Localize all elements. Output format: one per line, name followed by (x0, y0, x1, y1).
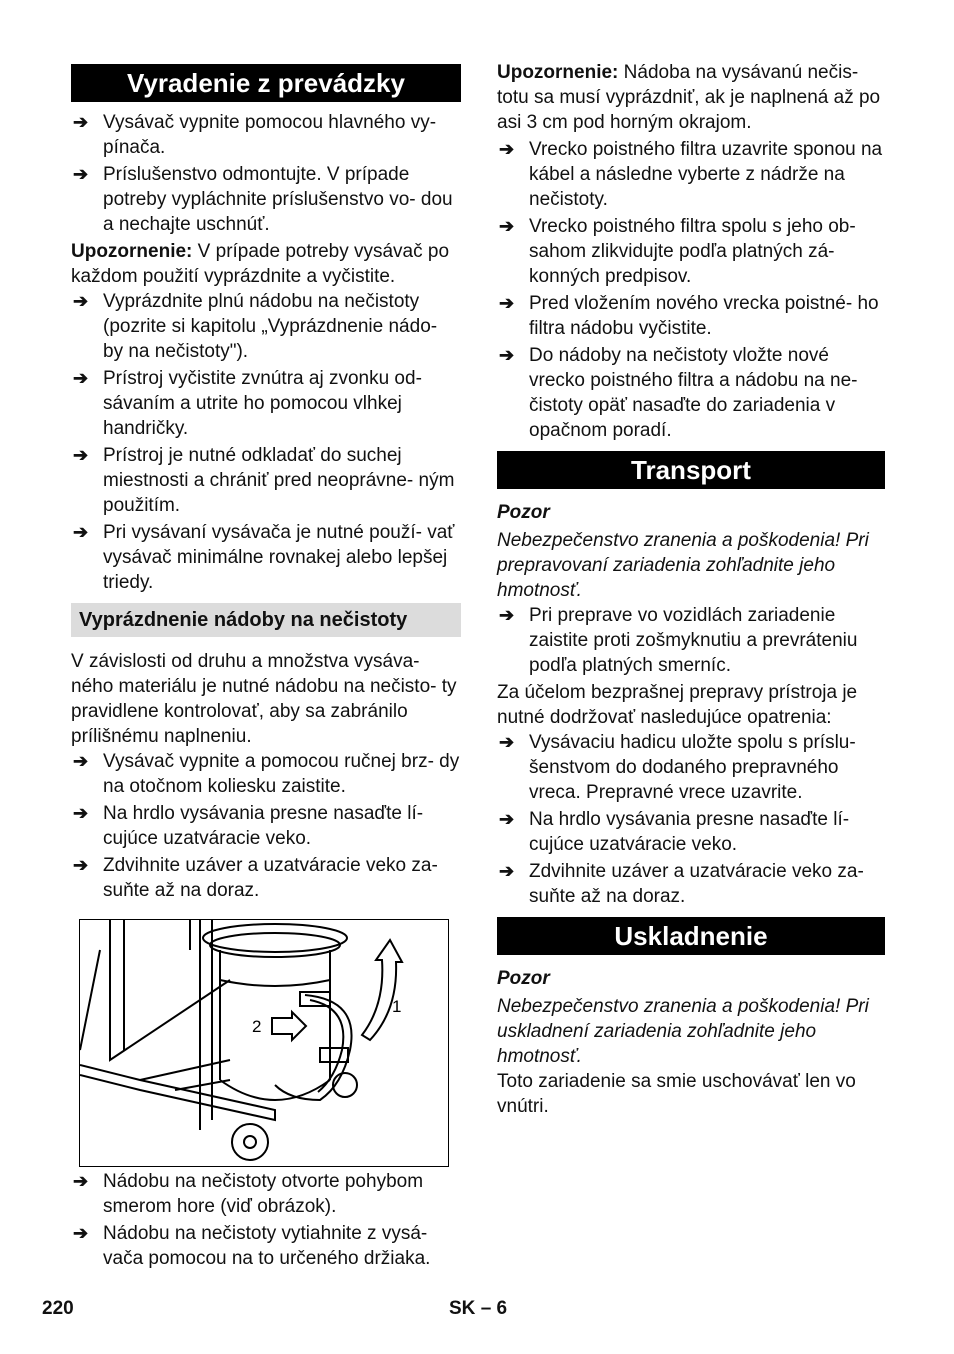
note-paragraph-right (497, 60, 885, 135)
note-label: Upozornenie: (497, 62, 619, 83)
list-item: ➔ Na hrdlo vysávania presne nasaďte lí- cujúce uzatváracie veko. (71, 801, 461, 851)
list-item: ➔ Prístroj je nutné odkladať do suchej miestnosti a chrániť pred neoprávne- ným použitím. (71, 443, 461, 518)
emptying-list-2 (71, 1169, 461, 1271)
note-paragraph (71, 239, 461, 289)
emptying-paragraph: V závislosti od druhu a množstva vysáva- ného materiálu je nutné nádobu na nečisto- ty pravidlene kontrolovať, aby sa zabránilo prílišnému naplneniu. (71, 651, 457, 747)
list-item: ➔ Zdvihnite uzáver a uzatváracie veko za- suňte až na doraz. (71, 853, 461, 903)
section-title-decommission: Vyradenie z prevádzky (71, 64, 461, 102)
list-item: ➔ Prístroj vyčistite zvnútra aj zvonku od- sávaním a utrite ho pomocou vlhkej handričky. (71, 366, 461, 441)
decommission-list-2 (71, 289, 461, 595)
list-item: ➔ Vrecko poistného filtra spolu s jeho ob- sahom zlikvidujte podľa platných zá- konných predpisov. (497, 214, 885, 289)
emptying-list (71, 749, 461, 903)
transport-list (497, 603, 885, 678)
caution-label: Pozor (497, 502, 550, 523)
list-item: ➔ Na hrdlo vysávania presne nasaďte lí- cujúce uzatváracie veko. (497, 807, 885, 857)
caution-text: Nebezpečenstvo zranenia a poškodenia! Pri uskladnení zariadenia zohľadnite jeho hmotnosť. (497, 996, 869, 1067)
transport-list-2 (497, 730, 885, 909)
list-item: ➔ Nádobu na nečistoty vytiahnite z vysá- vača pomocou na to určeného držiaka. (71, 1221, 461, 1271)
list-item: ➔ Pri preprave vo vozidlách zariadenie zaistite proti zošmyknutiu a prevráteniu podľa platných smerníc. (497, 603, 885, 678)
list-item: ➔ Pred vložením nového vrecka poistné- ho filtra nádobu vyčistite. (497, 291, 885, 341)
list-item: ➔ Vysávač vypnite a pomocou ručnej brz- dy na otočnom koliesku zaistite. (71, 749, 461, 799)
list-item: ➔ Nádobu na nečistoty otvorte pohybom smerom hore (viď obrázok). (71, 1169, 461, 1219)
note-text: Nádoba na vysávanú nečis- totu sa musí vyprázdniť, ak je naplnená až po asi 3 cm pod horným okrajom. (497, 62, 881, 133)
note-label: Upozornenie: (71, 241, 193, 262)
figure-label-two: 2 (252, 1017, 262, 1036)
vacuum-drawing (80, 920, 448, 1166)
filter-bag-list (497, 137, 885, 443)
section-number: – 6 (480, 1298, 508, 1319)
left-column (71, 60, 461, 1273)
caution-label: Pozor (497, 968, 550, 989)
figure-label-one: 1 (392, 997, 402, 1016)
list-item: ➔ Do nádoby na nečistoty vložte nové vrecko poistného filtra a nádobu na ne- čistoty opäť nasaďte do zariadenia v opačnom poradí. (497, 343, 885, 443)
note-text: V prípade potreby vysávač po každom použití vyprázdnite a vyčistite. (71, 241, 450, 287)
list-item: ➔ Pri vysávaní vysávača je nutné použí- vať vysávač minimálne rovnakej alebo lepšej triedy. (71, 520, 461, 595)
language-code: SK (449, 1298, 476, 1319)
caution-text: Nebezpečenstvo zranenia a poškodenia! Pri prepravovaní zariadenia zohľadnite jeho hmotnosť. (497, 530, 869, 601)
list-item: ➔ Vysávaciu hadicu uložte spolu s príslu- šenstvom do dodaného prepravného vreca. Prepravné vrece uzavrite. (497, 730, 885, 805)
list-item: ➔ Vrecko poistného filtra uzavrite sponou na kábel a následne vyberte z nádrže na nečistoty. (497, 137, 885, 212)
decommission-list (71, 110, 461, 237)
list-item: ➔ Vyprázdnite plnú nádobu na nečistoty (pozrite si kapitolu „Vyprázdnenie nádo- by na nečistoty"). (71, 289, 461, 364)
list-item: ➔ Príslušenstvo odmontujte. V prípade potreby vypláchnite príslušenstvo vo- dou a nechajte uschnúť. (71, 162, 461, 237)
footer-language (449, 1296, 507, 1321)
subsection-title-emptying: Vyprázdnenie nádoby na nečistoty (71, 603, 461, 637)
storage-paragraph: Toto zariadenie sa smie uschovávať len vo vnútri. (497, 1071, 856, 1117)
list-item: ➔ Vysávač vypnite pomocou hlavného vy- pínača. (71, 110, 461, 160)
transport-paragraph: Za účelom bezprašnej prepravy prístroja je nutné dodržovať nasledujúce opatrenia: (497, 682, 858, 728)
page-number: 220 (42, 1298, 74, 1319)
list-item: ➔ Zdvihnite uzáver a uzatváracie veko za- suňte až na doraz. (497, 859, 885, 909)
vacuum-container-illustration (79, 919, 449, 1167)
section-title-storage: Uskladnenie (497, 917, 885, 955)
section-title-transport: Transport (497, 451, 885, 489)
right-column (497, 60, 885, 1119)
